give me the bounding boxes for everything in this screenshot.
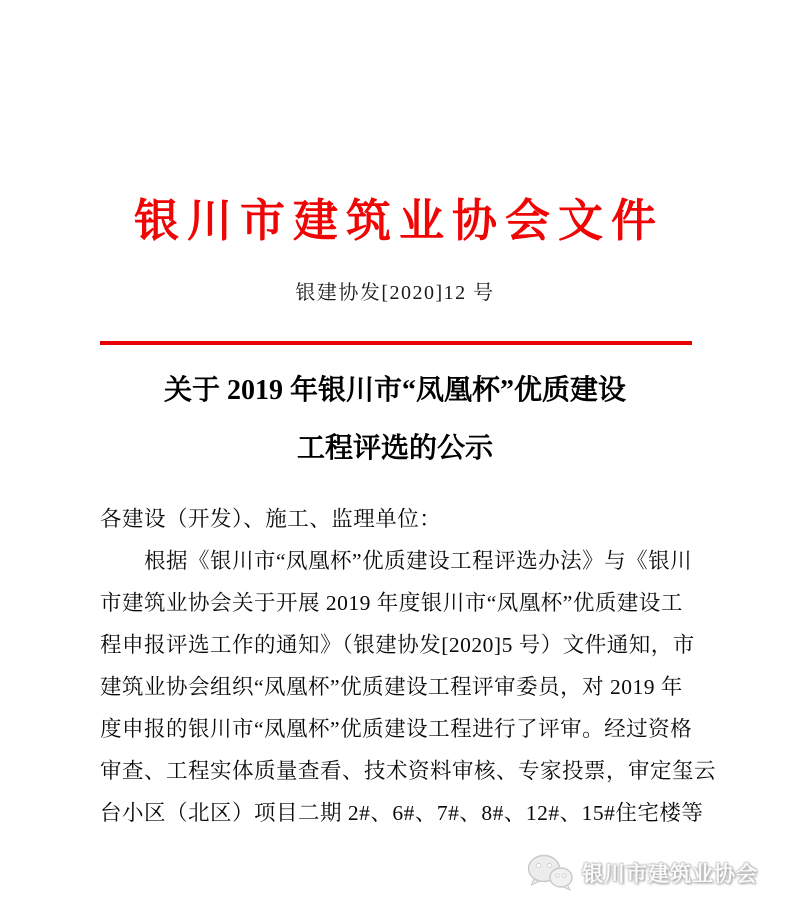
red-separator-line [100,341,692,345]
body-line: 建筑业协会组织“凤凰杯”优质建设工程评审委员，对 2019 年 [100,675,683,699]
body-line: 根据《银川市“凤凰杯”优质建设工程评选办法》与《银川 [100,549,693,573]
body-line: 审查、工程实体质量查看、技术资料审核、专家投票，审定玺云 [100,759,717,783]
body-line: 程申报评选工作的通知》（银建协发[2020]5 号）文件通知，市 [100,633,695,657]
doc-title-line-1: 关于 2019 年银川市“凤凰杯”优质建设 [163,375,626,406]
watermark-label: 银川市建筑业协会 [582,862,758,886]
body-line: 度申报的银川市“凤凰杯”优质建设工程进行了评审。经过资格 [100,717,693,741]
salutation-line: 各建设（开发）、施工、监理单位： [100,507,442,531]
doc-title [0,362,790,478]
org-title: 银川市建筑业协会文件 [133,196,664,246]
doc-number: 银建协发[2020]12 号 [295,282,495,304]
body-line: 台小区（北区）项目二期 2#、6#、7#、8#、12#、15#住宅楼等 [100,801,704,825]
body-text [100,498,717,834]
body-line: 市建筑业协会关于开展 2019 年度银川市“凤凰杯”优质建设工 [100,591,683,615]
wechat-icon [527,854,573,892]
doc-title-line-2: 工程评选的公示 [296,433,493,464]
org-watermark [527,854,758,892]
